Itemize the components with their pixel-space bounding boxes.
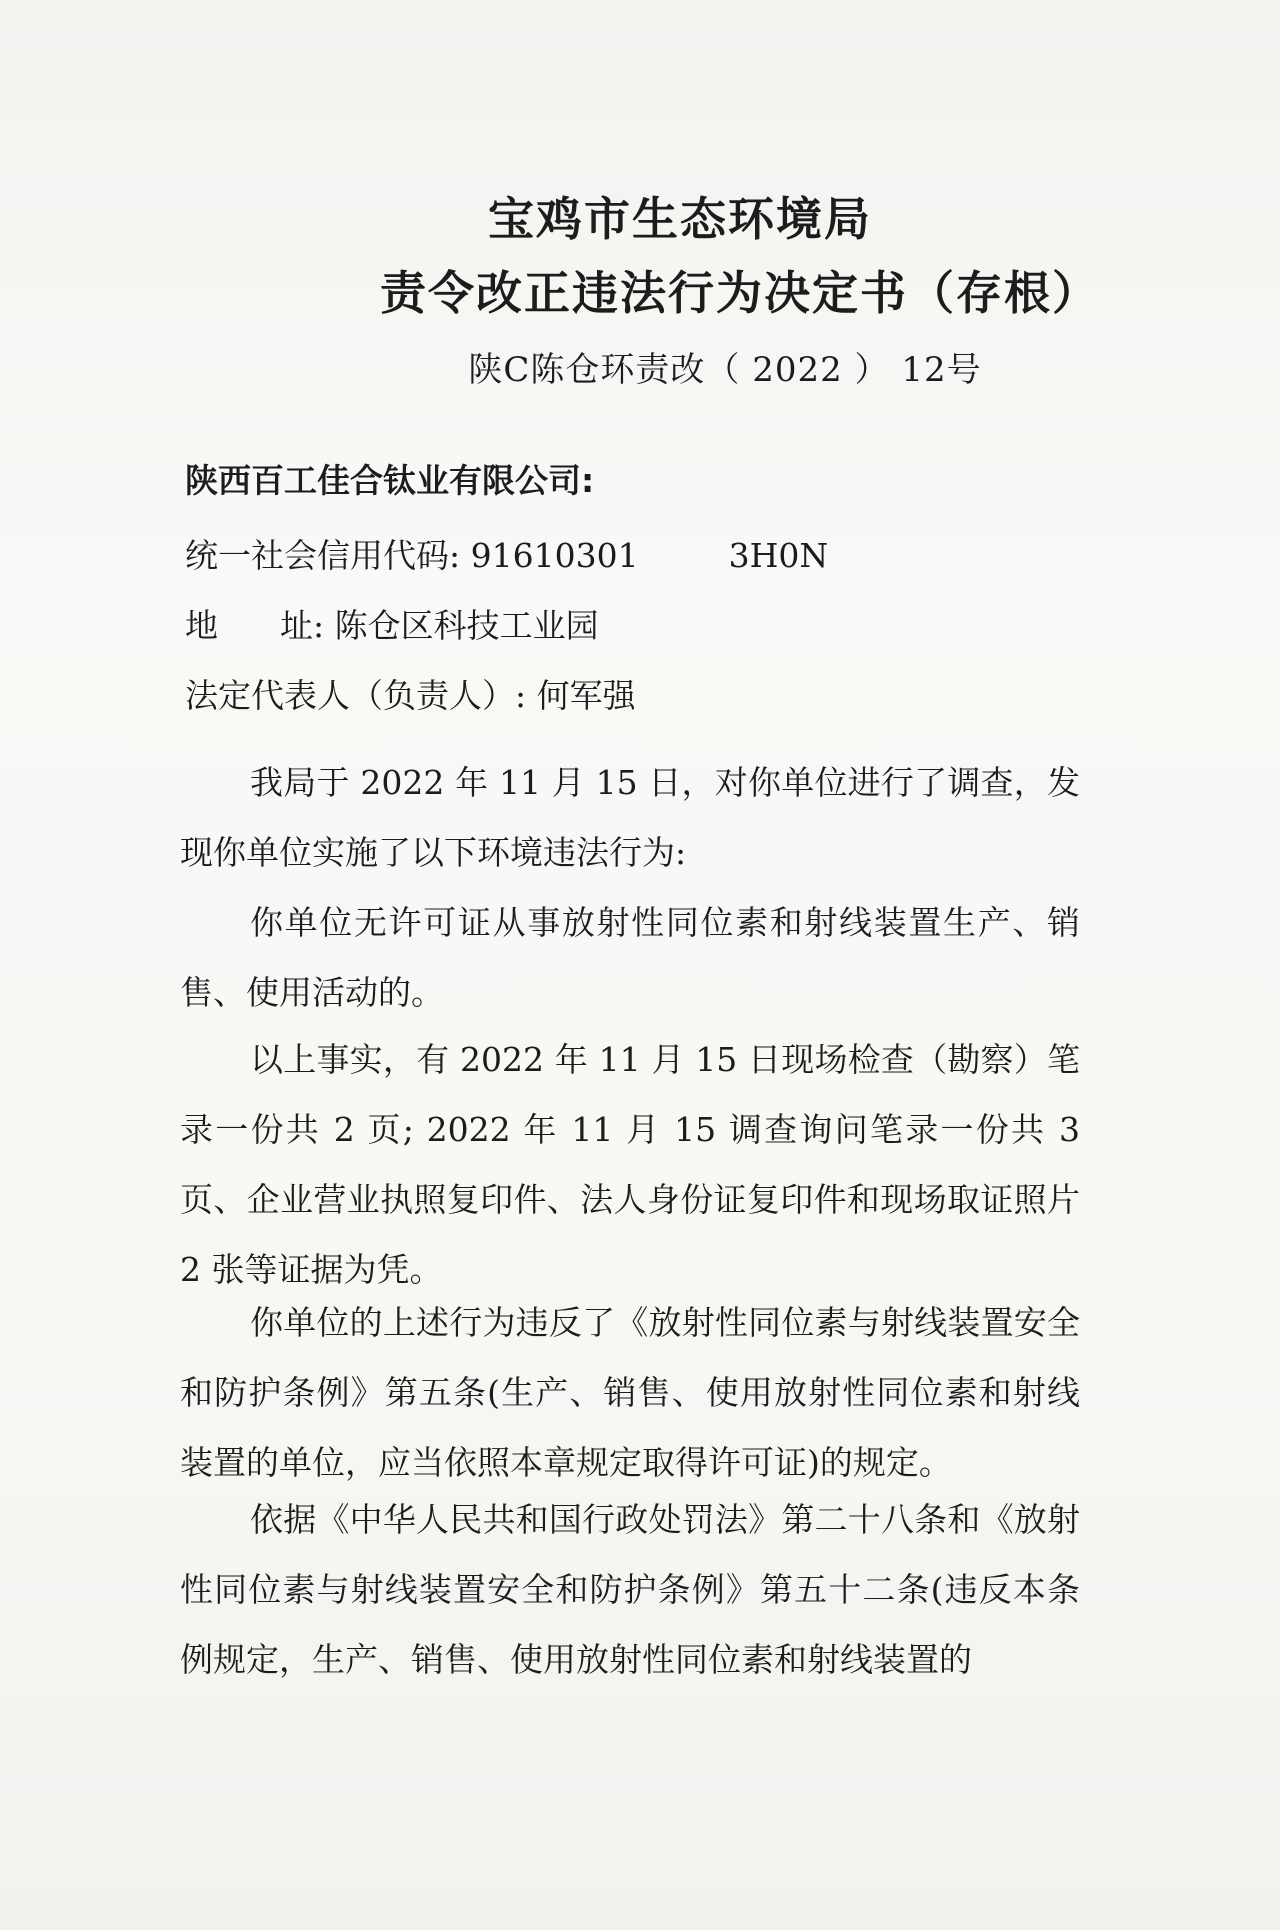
credit-code-line (185, 530, 828, 577)
paragraph-regulation-breach (180, 1288, 1080, 1498)
address-label-part2: 址: (280, 606, 325, 645)
paragraph-evidence (180, 1025, 1080, 1305)
address-label-part1: 地 (185, 606, 218, 645)
legal-representative-name: 何军强 (536, 676, 636, 715)
paragraph-investigation-text: 我局于 2022 年 11 月 15 日，对你单位进行了调查，发现你单位实施了以下环境违法行为: (180, 763, 1080, 872)
credit-code-prefix: 91610301 (470, 536, 639, 575)
document-number: 陕C陈仓环责改（ 2022 ） 12号 (468, 350, 982, 390)
address-value: 陈仓区科技工业园 (334, 606, 599, 645)
paragraph-legal-basis (180, 1485, 1080, 1695)
address-line (185, 600, 599, 647)
legal-representative-label: 法定代表人（负责人）: (185, 676, 527, 715)
paragraph-investigation (180, 748, 1080, 888)
legal-representative-line (185, 670, 636, 717)
document-title-decision: 责令改正违法行为决定书（存根） (380, 266, 1100, 320)
credit-code-label: 统一社会信用代码: (185, 536, 461, 575)
credit-code-suffix: 3H0N (728, 536, 829, 575)
paragraph-regulation-breach-text: 你单位的上述行为违反了《放射性同位素与射线装置安全和防护条例》第五条(生产、销售、使用放射性同位素和射线装置的单位，应当依照本章规定取得许可证)的规定。 (180, 1303, 1080, 1482)
document-title-agency: 宝鸡市生态环境局 (488, 192, 872, 246)
paragraph-violation-text: 你单位无许可证从事放射性同位素和射线装置生产、销售、使用活动的。 (180, 903, 1080, 1012)
paragraph-legal-basis-text: 依据《中华人民共和国行政处罚法》第二十八条和《放射性同位素与射线装置安全和防护条例》第五十二条(违反本条例规定，生产、销售、使用放射性同位素和射线装置的 (180, 1500, 1080, 1679)
paragraph-violation (180, 888, 1080, 1028)
paragraph-evidence-text: 以上事实，有 2022 年 11 月 15 日现场检查（勘察）笔录一份共 2 页; 2022 年 11 月 15 调查询问笔录一份共 3 页、企业营业执照复印件、法人身份证复印件和现场取证照片 2 张等证据为凭。 (180, 1040, 1080, 1289)
recipient-name: 陕西百工佳合钛业有限公司: (185, 461, 595, 500)
